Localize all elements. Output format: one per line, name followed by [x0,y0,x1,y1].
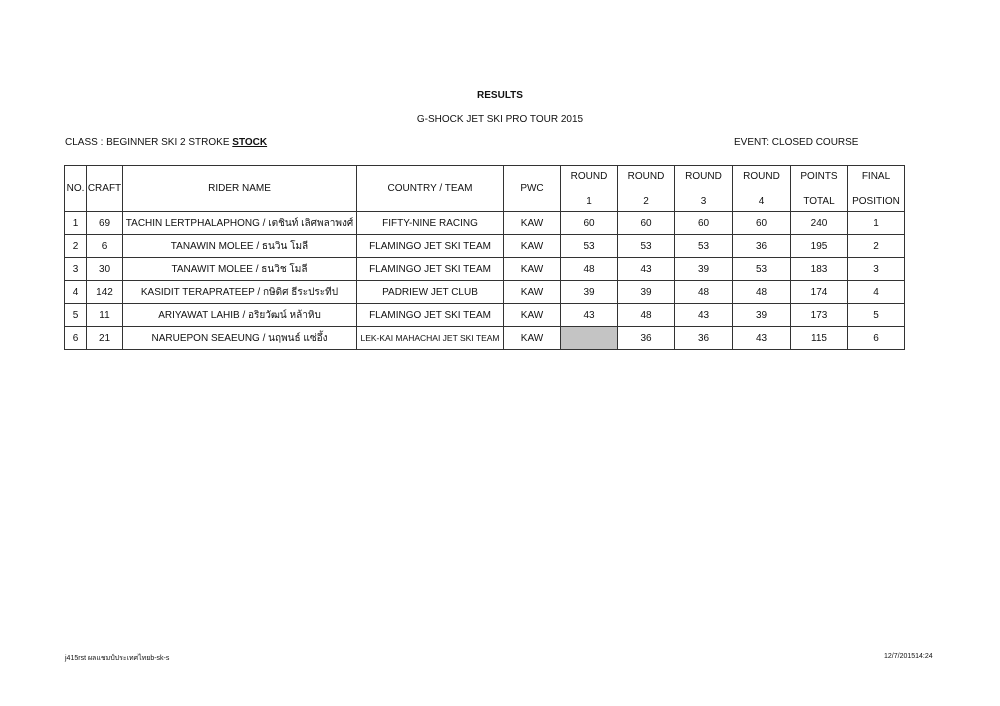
cell-round-1: 43 [561,304,618,327]
cell-position: 4 [848,281,905,304]
header-round-3: ROUND 3 [675,166,733,212]
cell-rider: TANAWIN MOLEE / ธนวิน โมลี [123,235,357,258]
cell-position: 6 [848,327,905,350]
cell-round-3: 36 [675,327,733,350]
cell-round-3: 48 [675,281,733,304]
table-row [65,327,905,350]
header-rider: RIDER NAME [123,166,357,212]
cell-round-4: 36 [733,235,791,258]
cell-round-3: 39 [675,258,733,281]
cell-rider: NARUEPON SEAEUNG / นฤพนธ์ แซ่อึ้ง [123,327,357,350]
cell-total: 174 [791,281,848,304]
cell-pwc: KAW [504,281,561,304]
cell-round-2: 39 [618,281,675,304]
header-round-2: ROUND 2 [618,166,675,212]
cell-round-1: 39 [561,281,618,304]
cell-position: 3 [848,258,905,281]
cell-round-2: 53 [618,235,675,258]
header-final-position: FINAL POSITION [848,166,905,212]
cell-round-4: 43 [733,327,791,350]
cell-no: 5 [65,304,87,327]
cell-total: 115 [791,327,848,350]
table-row [65,235,905,258]
cell-team: FLAMINGO JET SKI TEAM [357,304,504,327]
cell-round-1-empty [561,327,618,350]
class-emphasis: STOCK [232,137,268,148]
cell-round-1: 48 [561,258,618,281]
header-round-1: ROUND 1 [561,166,618,212]
cell-craft: 30 [87,258,123,281]
cell-round-4: 39 [733,304,791,327]
cell-no: 4 [65,281,87,304]
page-title: RESULTS [477,90,523,101]
cell-rider: TANAWIT MOLEE / ธนวิช โมลี [123,258,357,281]
header-craft: CRAFT [87,166,123,212]
cell-round-1: 60 [561,212,618,235]
header-points-total: POINTS TOTAL [791,166,848,212]
cell-no: 2 [65,235,87,258]
cell-round-2: 36 [618,327,675,350]
cell-round-2: 43 [618,258,675,281]
cell-pwc: KAW [504,258,561,281]
header-round-4: ROUND 4 [733,166,791,212]
table-row [65,281,905,304]
cell-round-2: 60 [618,212,675,235]
results-table [64,165,905,350]
table-row [65,304,905,327]
footer-file-name: j415rst ผลแชมป์ประเทศไทยb-sk-s [65,655,170,662]
event-label: EVENT: CLOSED COURSE [734,137,859,148]
header-pwc: PWC [504,166,561,212]
cell-no: 3 [65,258,87,281]
cell-position: 5 [848,304,905,327]
cell-no: 1 [65,212,87,235]
cell-rider: KASIDIT TERAPRATEEP / กษิดิศ ธีระประทีป [123,281,357,304]
cell-total: 173 [791,304,848,327]
cell-round-4: 53 [733,258,791,281]
cell-team: FIFTY-NINE RACING [357,212,504,235]
header-team: COUNTRY / TEAM [357,166,504,212]
cell-position: 2 [848,235,905,258]
cell-craft: 11 [87,304,123,327]
cell-round-2: 48 [618,304,675,327]
header-no: NO. [65,166,87,212]
event-subtitle: G-SHOCK JET SKI PRO TOUR 2015 [416,114,584,125]
cell-craft: 142 [87,281,123,304]
cell-team: FLAMINGO JET SKI TEAM [357,235,504,258]
cell-round-1: 53 [561,235,618,258]
cell-position: 1 [848,212,905,235]
class-prefix: CLASS : BEGINNER SKI 2 STROKE [65,137,233,148]
cell-round-4: 48 [733,281,791,304]
cell-team: PADRIEW JET CLUB [357,281,504,304]
cell-craft: 21 [87,327,123,350]
footer-timestamp: 12/7/201514:24 [884,653,933,660]
class-label [65,137,267,148]
cell-pwc: KAW [504,327,561,350]
table-header-row [65,166,905,212]
cell-craft: 69 [87,212,123,235]
cell-pwc: KAW [504,304,561,327]
table-row [65,258,905,281]
table-row [65,212,905,235]
cell-craft: 6 [87,235,123,258]
cell-team: FLAMINGO JET SKI TEAM [357,258,504,281]
cell-round-3: 60 [675,212,733,235]
cell-total: 183 [791,258,848,281]
cell-pwc: KAW [504,212,561,235]
cell-no: 6 [65,327,87,350]
cell-round-3: 43 [675,304,733,327]
cell-pwc: KAW [504,235,561,258]
cell-total: 240 [791,212,848,235]
cell-team: LEK-KAI MAHACHAI JET SKI TEAM [357,327,504,350]
cell-round-4: 60 [733,212,791,235]
cell-round-3: 53 [675,235,733,258]
cell-rider: ARIYAWAT LAHIB / อริยวัฒน์ หล้าหิบ [123,304,357,327]
cell-rider: TACHIN LERTPHALAPHONG / เตชินท์ เลิศพลาพงศ์ [123,212,357,235]
cell-total: 195 [791,235,848,258]
